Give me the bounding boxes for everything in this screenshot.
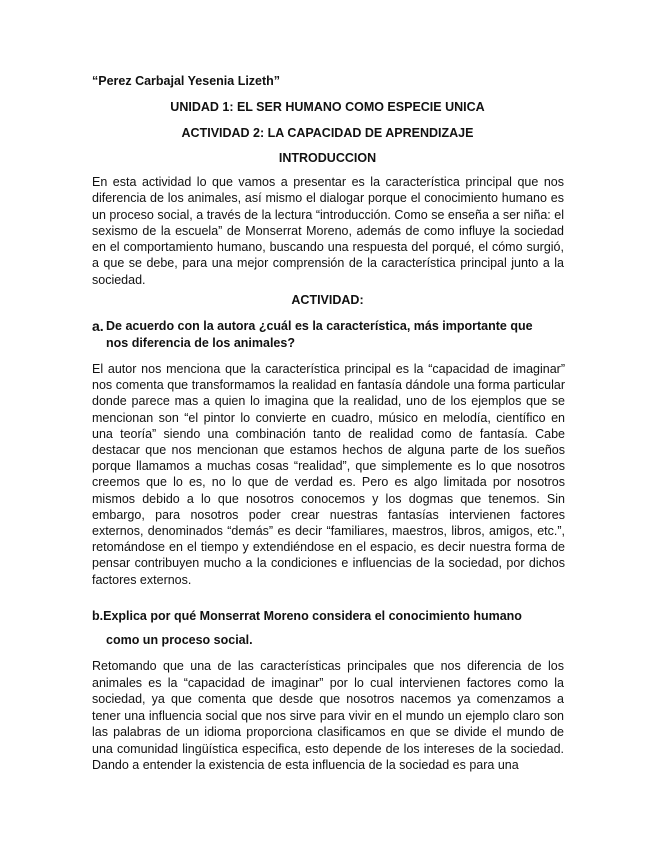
intro-heading: INTRODUCCION bbox=[278, 151, 377, 165]
question-b-line2: como un proceso social. bbox=[106, 633, 253, 647]
intro-paragraph: En esta actividad lo que vamos a presentar es la característica principal que nos diferencia de los animales, así mismo el dialogar porque el conocimiento humano es un proceso social, a través de la lectura “introducción. Como se enseña a ser niña: el sexismo de la escuela” de Monserrat Moreno, además de como influye la sociedad en el comportamiento humano, buscando una respuesta del porqué, el cómo surgió, a que se debe, para una mejor comprensión de la característica principal junto a la sociedad. bbox=[92, 175, 564, 287]
activity-title: ACTIVIDAD 2: LA CAPACIDAD DE APRENDIZAJE bbox=[181, 126, 474, 140]
question-b-line1: b.Explica por qué Monserrat Moreno considera el conocimiento humano bbox=[92, 609, 522, 623]
question-a-text bbox=[92, 318, 564, 352]
question-a-letter: a. bbox=[92, 318, 104, 334]
answer-a-paragraph: El autor nos menciona que la característica principal es la “capacidad de imaginar” nos comenta que transformamos la realidad en fantasía dándole una forma particular donde parece mas a quien lo imagina que la realidad, uno de los ejemplos que se mencionan son “el pintor lo convierte en cuadro, músico en melodía, científico en una teoría” siendo una combinación tanto de realidad como de fantasía. Cabe destacar que nos mencionan que estamos hechos de alguna parte de los sueños porque llamamos a muchas cosas “realidad”, que simplemente es lo que nosotros creemos que lo es, no lo que de verdad es. Pero es algo limitada por nosotros mismos debido a lo que nosotros conocemos y los dogmas que tenemos. Sin embargo, para nosotros poder crear nuestras fantasías intervienen factores externos, denominados “demás” es decir “familiares, maestros, libros, amigos, etc.”, retomándose en el tiempo y extendiéndose en el espacio, es decir nuestra forma de pensar contribuyen mucho a la condiciones e influencias de la sociedad, por dichos factores externos. bbox=[92, 362, 565, 587]
author-name: “Perez Carbajal Yesenia Lizeth” bbox=[92, 74, 281, 88]
question-a-line1: De acuerdo con la autora ¿cuál es la característica, más importante que bbox=[106, 319, 533, 333]
question-a bbox=[92, 318, 564, 352]
question-a-line2: nos diferencia de los animales? bbox=[106, 336, 295, 350]
activity-heading: ACTIVIDAD: bbox=[291, 293, 364, 307]
unit-title: UNIDAD 1: EL SER HUMANO COMO ESPECIE UNICA bbox=[170, 100, 485, 114]
question-b bbox=[92, 604, 564, 652]
answer-b-paragraph: Retomando que una de las características principales que nos diferencia de los animales es la “capacidad de imaginar” por lo cual intervienen factores como la sociedad, ya que comenta que desde que nosotros nacemos ya comenzamos a tener una influencia social que nos sirve para vivir en el mundo un ejemplo claro son las palabras de un idioma proporciona clasificamos en que se divide el mundo de una comunidad lingüística especifica, esto depende de los intereses de la sociedad. Dando a entender la existencia de esta influencia de la sociedad es para una bbox=[92, 659, 564, 772]
